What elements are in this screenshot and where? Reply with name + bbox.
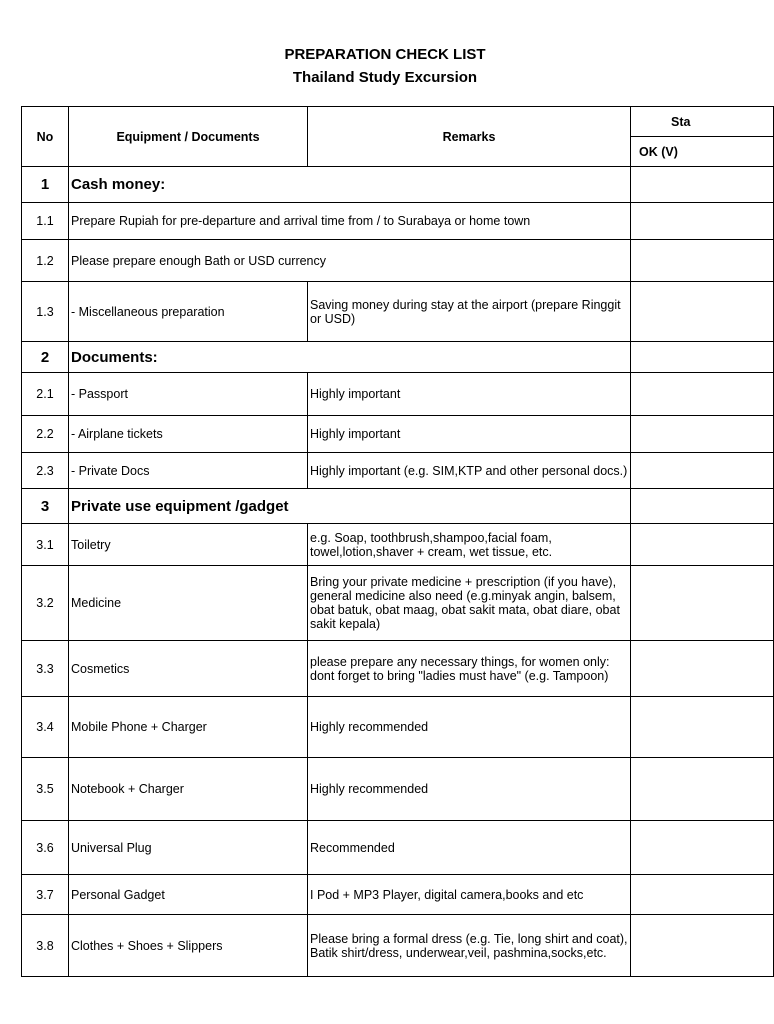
item-equipment: Prepare Rupiah for pre-departure and arrival time from / to Surabaya or home town <box>69 203 631 240</box>
table-row <box>22 240 774 282</box>
page-subtitle: Thailand Study Excursion <box>292 69 478 86</box>
status-cell[interactable] <box>631 915 774 977</box>
status-cell[interactable] <box>631 697 774 758</box>
item-remarks: Highly important (e.g. SIM,KTP and other personal docs.) <box>308 453 631 489</box>
item-number: 3.5 <box>22 758 69 821</box>
section-number: 1 <box>22 167 69 203</box>
item-equipment: - Miscellaneous preparation <box>69 282 308 342</box>
item-equipment: Please prepare enough Bath or USD currency <box>69 240 631 282</box>
section-title: Cash money: <box>69 167 631 203</box>
table-row <box>22 821 774 875</box>
status-cell[interactable] <box>631 416 774 453</box>
item-remarks: Highly important <box>308 416 631 453</box>
item-number: 2.1 <box>22 373 69 416</box>
item-equipment: Toiletry <box>69 524 308 566</box>
item-remarks: Highly important <box>308 373 631 416</box>
item-remarks: Recommended <box>308 821 631 875</box>
table-row <box>22 203 774 240</box>
status-cell[interactable] <box>631 453 774 489</box>
status-cell[interactable] <box>631 489 774 524</box>
item-remarks: Highly recommended <box>308 758 631 821</box>
section-row <box>22 342 774 373</box>
section-row <box>22 167 774 203</box>
item-number: 3.2 <box>22 566 69 641</box>
item-number: 3.1 <box>22 524 69 566</box>
status-cell[interactable] <box>631 342 774 373</box>
table-row <box>22 373 774 416</box>
item-remarks: Bring your private medicine + prescription (if you have), general medicine also need (e.g.minyak angin, balsem, obat batuk, obat maag, obat sakit mata, obat diare, obat sakit kepala) <box>308 566 631 641</box>
status-cell[interactable] <box>631 641 774 697</box>
item-remarks: e.g. Soap, toothbrush,shampoo,facial foam, towel,lotion,shaver + cream, wet tissue, etc. <box>308 524 631 566</box>
item-number: 1.3 <box>22 282 69 342</box>
section-row <box>22 489 774 524</box>
item-remarks: I Pod + MP3 Player, digital camera,books and etc <box>308 875 631 915</box>
table-row <box>22 524 774 566</box>
item-number: 3.8 <box>22 915 69 977</box>
item-equipment: - Passport <box>69 373 308 416</box>
status-cell[interactable] <box>631 240 774 282</box>
status-cell[interactable] <box>631 282 774 342</box>
item-number: 3.7 <box>22 875 69 915</box>
table-row <box>22 758 774 821</box>
item-equipment: Mobile Phone + Charger <box>69 697 308 758</box>
item-equipment: Notebook + Charger <box>69 758 308 821</box>
item-remarks: Highly recommended <box>308 697 631 758</box>
table-row <box>22 697 774 758</box>
table-row <box>22 566 774 641</box>
item-equipment: Universal Plug <box>69 821 308 875</box>
col-header-equipment: Equipment / Documents <box>69 107 308 167</box>
item-equipment: - Private Docs <box>69 453 308 489</box>
status-cell[interactable] <box>631 203 774 240</box>
status-cell[interactable] <box>631 758 774 821</box>
col-header-ok: OK (V) <box>631 137 774 167</box>
status-cell[interactable] <box>631 524 774 566</box>
table-row <box>22 875 774 915</box>
checklist-body <box>22 167 774 977</box>
item-remarks: please prepare any necessary things, for women only: dont forget to bring "ladies must have" (e.g. Tampoon) <box>308 641 631 697</box>
status-cell[interactable] <box>631 875 774 915</box>
status-cell[interactable] <box>631 566 774 641</box>
section-number: 3 <box>22 489 69 524</box>
table-row <box>22 641 774 697</box>
section-title: Private use equipment /gadget <box>69 489 631 524</box>
item-number: 3.4 <box>22 697 69 758</box>
table-row <box>22 915 774 977</box>
status-cell[interactable] <box>631 821 774 875</box>
col-header-no: No <box>22 107 69 167</box>
item-number: 1.1 <box>22 203 69 240</box>
item-equipment: Medicine <box>69 566 308 641</box>
item-equipment: Personal Gadget <box>69 875 308 915</box>
table-row <box>22 282 774 342</box>
item-number: 3.3 <box>22 641 69 697</box>
item-number: 3.6 <box>22 821 69 875</box>
item-equipment: Cosmetics <box>69 641 308 697</box>
table-row <box>22 416 774 453</box>
status-cell[interactable] <box>631 373 774 416</box>
col-header-remarks: Remarks <box>308 107 631 167</box>
section-title: Documents: <box>69 342 631 373</box>
col-header-status: Sta <box>631 107 774 137</box>
status-cell[interactable] <box>631 167 774 203</box>
item-equipment: - Airplane tickets <box>69 416 308 453</box>
page-title: PREPARATION CHECK LIST <box>284 46 486 63</box>
checklist-table <box>21 106 774 977</box>
item-number: 2.3 <box>22 453 69 489</box>
item-equipment: Clothes + Shoes + Slippers <box>69 915 308 977</box>
table-row <box>22 453 774 489</box>
item-number: 1.2 <box>22 240 69 282</box>
item-remarks: Saving money during stay at the airport (prepare Ringgit or USD) <box>308 282 631 342</box>
item-number: 2.2 <box>22 416 69 453</box>
section-number: 2 <box>22 342 69 373</box>
item-remarks: Please bring a formal dress (e.g. Tie, long shirt and coat), Batik shirt/dress, underwear,veil, pashmina,socks,etc. <box>308 915 631 977</box>
